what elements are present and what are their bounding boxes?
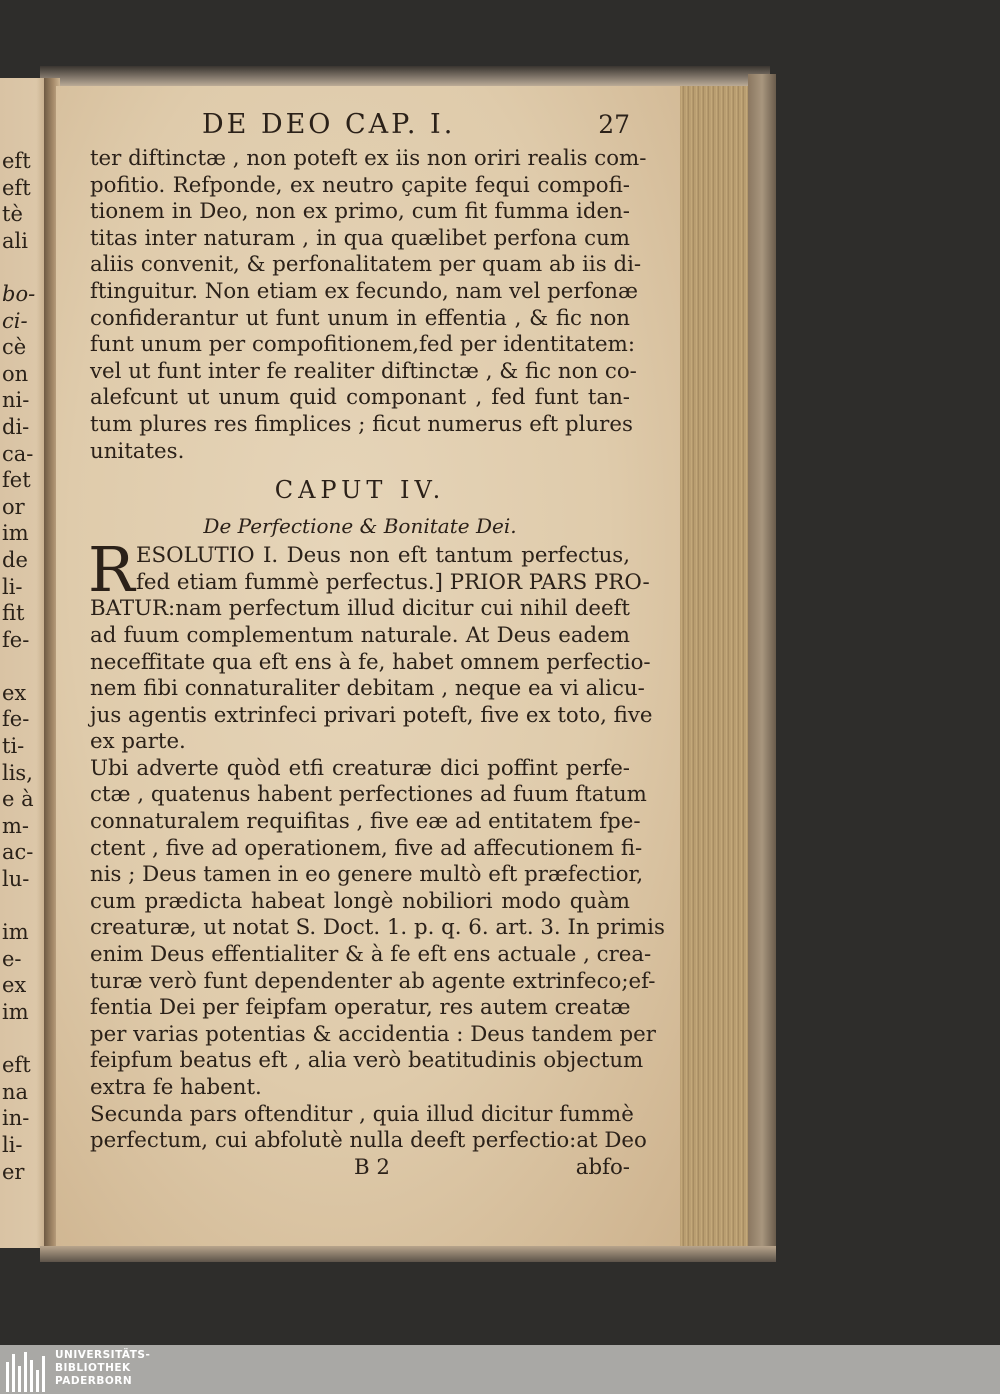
previous-page-fragment: ali [2, 228, 28, 253]
library-logo-icon [2, 1348, 50, 1392]
ubi-adverte-line: enim Deus effentialiter & à fe eft ens actuale , crea- [90, 942, 652, 968]
previous-page-fragment: on [2, 361, 29, 386]
previous-page-fragment: de [2, 547, 28, 572]
body-line: tum plures res fimplices ; ficut numerus eft plures [90, 411, 633, 437]
resolutio-line: jus agentis extrinfeci privari poteft, five ex toto, five [90, 702, 653, 728]
previous-page-fragment: m- [2, 813, 30, 838]
resolutio-line: ESOLUTIO I. Deus non eft tantum perfectus, [136, 543, 630, 569]
previous-page-fragment: or [2, 494, 25, 519]
resolutio-line: fed etiam fummè perfectus.] PRIOR PARS PRO- [136, 569, 650, 595]
previous-page-fragment: im [2, 920, 29, 945]
previous-page-fragment: e à [2, 787, 34, 812]
previous-page-fragment: ex [2, 680, 27, 705]
previous-page-fragment: lu- [2, 867, 30, 892]
body-line: titas inter naturam , in qua quælibet perfona cum [90, 225, 630, 251]
book-cover-bottom [40, 1246, 776, 1262]
previous-page-fragment: eft [2, 175, 31, 200]
ubi-adverte-line: nis ; Deus tamen in eo genere multò eft præfectior, [90, 862, 644, 888]
previous-page-fragment: ci- [2, 308, 28, 333]
catchword: abfo- [575, 1154, 630, 1180]
ubi-adverte-line: creaturæ, ut notat S. Doct. 1. p. q. 6. art. 3. In primis [90, 915, 665, 941]
resolutio-line: nem fibi connaturaliter debitam , neque ea vi alicu- [90, 676, 645, 702]
resolutio-line: BATUR:nam perfectum illud dicitur cui nihil deeft [90, 596, 630, 622]
book-cover-top [40, 66, 770, 88]
previous-page-fragment: ca- [2, 441, 34, 466]
resolutio-line: ad fuum complementum naturale. At Deus eadem [90, 622, 630, 648]
running-header [90, 109, 630, 146]
previous-page-fragment: ex [2, 973, 27, 998]
book-cover-edge [748, 74, 776, 1254]
library-name [55, 1349, 150, 1388]
secunda-pars-paragraph [90, 1101, 647, 1155]
previous-page-fragment: cè [2, 335, 27, 360]
previous-page-fragment: im [2, 521, 29, 546]
chapter-subtitle: De Perfectione & Bonitate Dei. [203, 514, 517, 539]
previous-page-fragment: li- [2, 574, 23, 599]
previous-page-fragment: eft [2, 149, 31, 173]
ubi-adverte-line: extra fe habent. [90, 1075, 262, 1100]
previous-page-fragment: li- [2, 1132, 23, 1157]
ubi-adverte-line: feipfum beatus eft , alia verò beatitudinis objectum [90, 1048, 644, 1074]
body-line: vel ut funt inter fe realiter diftinctæ , & fic non co- [90, 358, 637, 384]
previous-page-fragment: fet [2, 468, 31, 493]
ubi-adverte-line: ctent , five ad operationem, five ad affecutionem fi- [90, 835, 643, 861]
body-line: funt unum per compofitionem,fed per identitatem: [90, 332, 636, 358]
previous-page-fragment: lis, [2, 760, 33, 785]
previous-page-fragment: di- [2, 414, 30, 439]
previous-page-fragment: fit [2, 601, 25, 626]
previous-page-fragment: eft [2, 1053, 31, 1078]
previous-page-fragment: ti- [2, 734, 25, 759]
secunda-line: Secunda pars oftenditur , quia illud dicitur fummè [90, 1101, 634, 1127]
previous-page-fragment: in- [2, 1106, 30, 1131]
body-paragraph-1 [90, 146, 647, 465]
ubi-adverte-line: per varias potentias & accidentia : Deus tandem per [90, 1021, 656, 1047]
ubi-adverte-line: connaturalem requifitas , five eæ ad entitatem fpe- [90, 809, 641, 835]
body-line: tionem in Deo, non ex primo, cum fit fumma iden- [90, 199, 630, 225]
previous-page-fragment: e- [2, 946, 22, 971]
body-line: unitates. [90, 438, 185, 464]
body-line: pofitio. Refponde, ex neutro çapite fequi compofi- [90, 172, 630, 198]
ubi-adverte-line: ctæ , quatenus habent perfectiones ad fuum ftatum [90, 782, 647, 808]
body-line: alefcunt ut unum quid componant , fed funt tan- [90, 385, 630, 411]
previous-page-fragment: bo- [2, 281, 36, 306]
resolutio-line: neceffitate qua eft ens à fe, habet omnem perfectio- [90, 649, 651, 675]
secunda-line: perfectum, cui abfolutè nulla deeft perfectio:at Deo [90, 1128, 647, 1154]
body-line: ftinguitur. Non etiam ex fecundo, nam vel perfonæ [90, 278, 639, 304]
previous-page-fragment: na [2, 1079, 29, 1104]
library-name-line-3: PADERBORN [55, 1375, 133, 1387]
page-number: 27 [598, 110, 630, 139]
ubi-adverte-line: cum prædicta habeat longè nobiliori modo quàm [90, 888, 630, 914]
previous-page-fragment: ni- [2, 388, 30, 413]
drop-cap: R [88, 533, 135, 607]
signature-mark: B 2 [354, 1154, 390, 1180]
previous-page-fragment: ac- [2, 840, 34, 865]
signature-line [90, 1155, 630, 1182]
previous-page-fragment: im [2, 1000, 29, 1024]
chapter-heading: CAPUT IV. [274, 476, 446, 505]
page-text-block [88, 109, 665, 1181]
resolutio-paragraph [88, 533, 653, 756]
previous-page-fragment: er [2, 1159, 25, 1184]
page-edges [680, 86, 750, 1246]
ubi-adverte-paragraph [90, 755, 665, 1102]
library-footer-banner [0, 1345, 1000, 1394]
previous-page-fragment: fe- [2, 627, 30, 652]
running-title: DE DEO CAP. I. [202, 109, 456, 140]
body-line: confiderantur ut funt unum in effentia , & fic non [90, 305, 630, 331]
previous-page-fragment: fe- [2, 707, 30, 732]
body-line: aliis convenit, & perfonalitatem per quam ab iis di- [90, 252, 642, 278]
resolutio-line: ex parte. [90, 729, 186, 755]
ubi-adverte-line: fentia Dei per feipfam operatur, res autem creatæ [90, 995, 631, 1021]
previous-page-fragment: tè [2, 202, 23, 227]
library-name-line-1: UNIVERSITÄTS- [55, 1349, 151, 1361]
body-line: ter diftinctæ , non poteft ex iis non oriri realis com- [90, 146, 647, 171]
ubi-adverte-line: turæ verò funt dependenter ab agente extrinfeco;ef- [90, 968, 656, 994]
library-name-line-2: BIBLIOTHEK [55, 1362, 131, 1374]
ubi-adverte-line: Ubi adverte quòd etfi creaturæ dici poffint perfe- [90, 755, 630, 781]
